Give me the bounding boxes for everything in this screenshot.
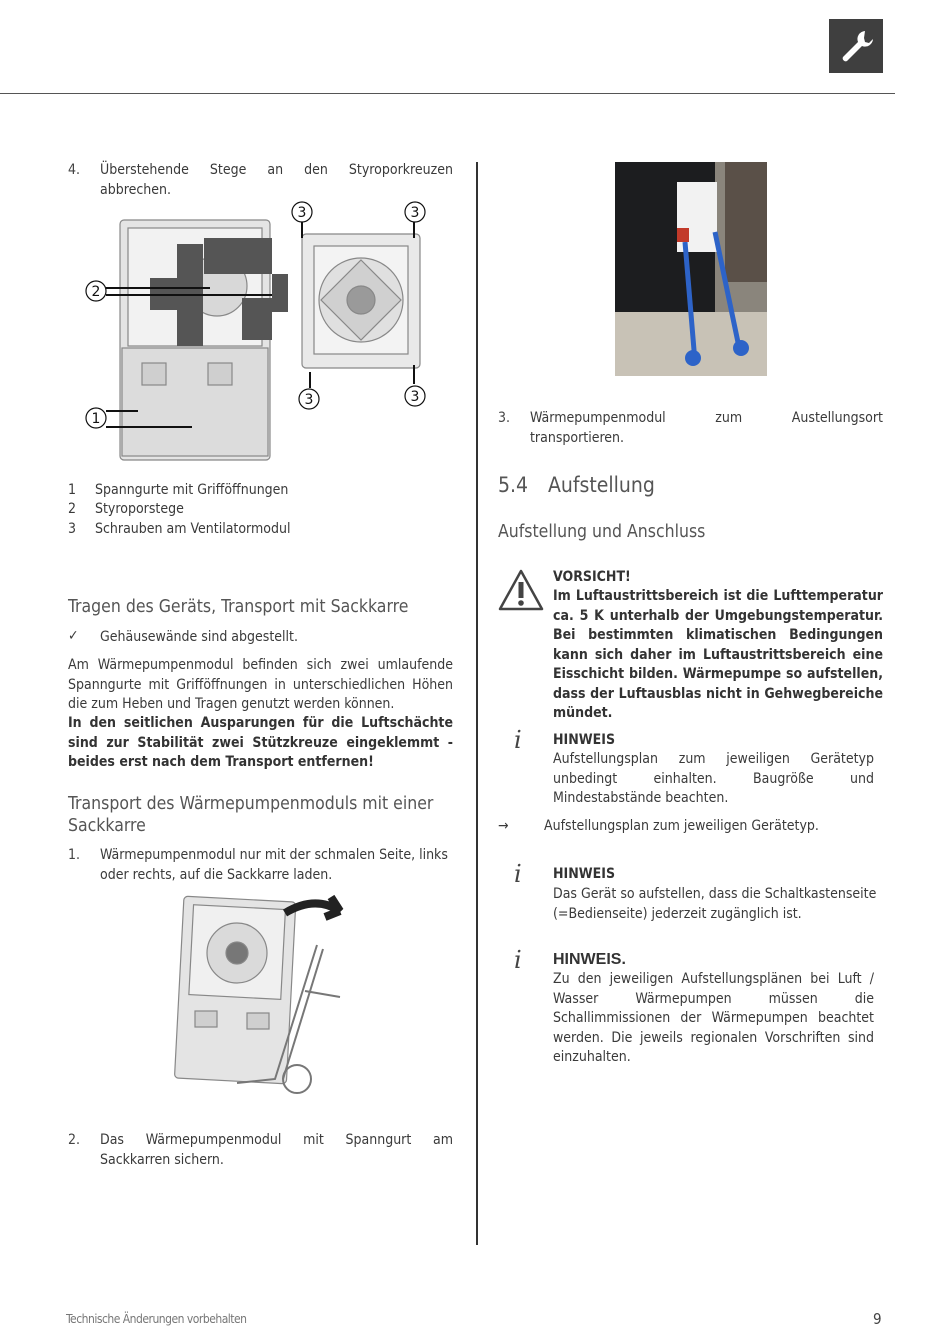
wrench-icon bbox=[829, 19, 883, 73]
step-1-number: 1. bbox=[68, 847, 81, 863]
note-3-text: Zu den jeweiligen Aufstellungsplänen bei Luft / Wasser Wärmepumpen müssen die Schallimmissionen der Wärmepumpen beachtet werden. Die jeweils regionalen Vorschriften sind einzuhalten. bbox=[553, 971, 874, 1065]
footer-note: Technische Änderungen vorbehalten bbox=[66, 1312, 247, 1326]
step-3-number: 3. bbox=[498, 410, 511, 426]
caution-text: Im Luftaustrittsbereich ist die Lufttemperatur ca. 5 K unterhalb der Umgebungstemperatur. Bei bestimmten klimatischen Bedingungen kann sich daher im Luftaustrittsbereich eine Eisschicht bilden. Wärmepumpe so aufstellen, dass der Luftausblas nicht in Gehwegbereiche mündet. bbox=[553, 588, 883, 721]
hand-truck-figure bbox=[165, 893, 350, 1103]
column-divider bbox=[476, 162, 478, 1245]
caution-title: VORSICHT! bbox=[553, 569, 631, 585]
header-rule bbox=[0, 93, 895, 94]
page-number: 9 bbox=[873, 1310, 882, 1328]
note-2-text: Das Gerät so aufstellen, dass die Schaltkastenseite (=Bedienseite) jederzeit zugänglich ist. bbox=[553, 886, 877, 922]
packaging-figure bbox=[82, 198, 442, 468]
wrench-icon-box bbox=[829, 19, 883, 73]
warning-triangle-icon bbox=[498, 568, 544, 612]
callout-3c: 3 bbox=[304, 392, 314, 408]
section-title: Aufstellung bbox=[548, 473, 655, 497]
legend-item: 3 Schrauben am Ventilatormodul bbox=[68, 521, 291, 537]
step-1-text: Wärmepumpenmodul nur mit der schmalen Seite, links oder rechts, auf die Sackkarre laden. bbox=[100, 847, 448, 883]
info-icon: i bbox=[514, 860, 522, 888]
callout-1: 1 bbox=[91, 411, 101, 427]
callout-3b: 3 bbox=[410, 205, 420, 221]
legend-item: 2 Styroporstege bbox=[68, 501, 184, 517]
transport-heading: Transport des Wärmepumpenmoduls mit einer Sackkarre bbox=[68, 794, 434, 836]
carry-heading: Tragen des Geräts, Transport mit Sackkarre bbox=[68, 597, 409, 617]
subheading: Aufstellung und Anschluss bbox=[498, 522, 706, 542]
section-number: 5.4 bbox=[498, 473, 529, 497]
arrow-right-icon: → bbox=[498, 818, 509, 834]
callout-3d: 3 bbox=[410, 389, 420, 405]
info-icon: i bbox=[514, 946, 522, 974]
check-item: Gehäusewände sind abgestellt. bbox=[100, 629, 298, 645]
carry-text: Am Wärmepumpenmodul befinden sich zwei umlaufende Spanngurte mit Grifföffnungen in unterschiedlichen Höhen die zum Heben und Tragen genutzt werden können. bbox=[68, 657, 453, 712]
step-4-text: Überstehende Stege an den Styroporkreuzen abbrechen. bbox=[100, 162, 453, 198]
note-3-title: HINWEIS. bbox=[553, 951, 626, 968]
legend-item: 1 Spanngurte mit Grifföffnungen bbox=[68, 482, 289, 498]
callout-3a: 3 bbox=[297, 205, 307, 221]
checkmark-icon: ✓ bbox=[68, 628, 79, 644]
note-1-text: Aufstellungsplan zum jeweiligen Gerätetyp unbedingt einhalten. Baugröße und Mindestabstände beachten. bbox=[553, 751, 874, 806]
arrow-item: Aufstellungsplan zum jeweiligen Gerätetyp. bbox=[544, 818, 819, 834]
step-3-text: Wärmepumpenmodul zum Austellungsort transportieren. bbox=[530, 410, 883, 446]
carry-bold-text: In den seitlichen Ausparungen für die Luftschächte sind zur Stabilität zwei Stützkreuze eingeklemmt - beides erst nach dem Transport entfernen! bbox=[68, 715, 453, 770]
info-icon: i bbox=[514, 726, 522, 754]
transport-photo bbox=[615, 162, 767, 376]
step-4-number: 4. bbox=[68, 162, 81, 178]
note-2-title: HINWEIS bbox=[553, 866, 616, 882]
callout-2: 2 bbox=[91, 284, 101, 300]
note-1-title: HINWEIS bbox=[553, 732, 616, 748]
step-2-text: Das Wärmepumpenmodul mit Spanngurt am Sackkarren sichern. bbox=[100, 1132, 453, 1168]
step-2-number: 2. bbox=[68, 1132, 81, 1148]
